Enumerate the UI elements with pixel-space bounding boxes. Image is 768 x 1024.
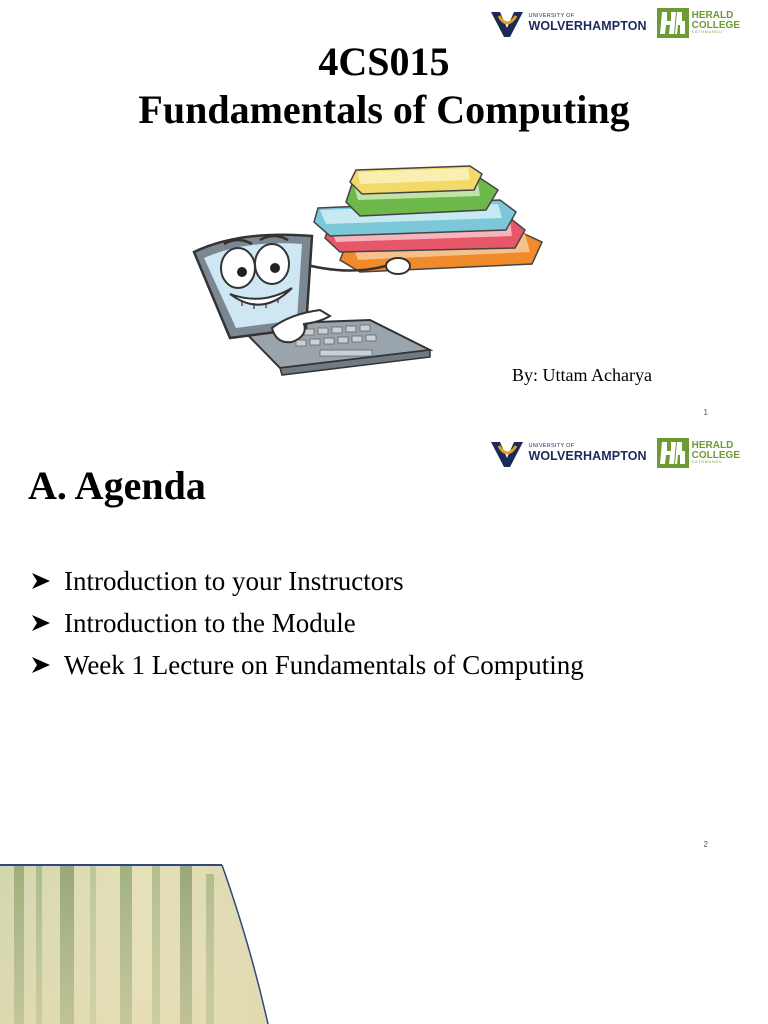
university-small-text: UNIVERSITY OF (528, 13, 575, 19)
wolverhampton-logo (490, 438, 646, 468)
herald-text: HERALD (691, 10, 734, 22)
wolverhampton-mark-icon (490, 438, 524, 468)
agenda-heading: A. Agenda (28, 463, 206, 508)
agenda-list (30, 560, 584, 686)
arrow-bullet-icon (30, 571, 52, 591)
agenda-item-text: Introduction to the Module (64, 608, 356, 638)
agenda-item-text: Introduction to your Instructors (64, 566, 404, 596)
herald-mark-icon (657, 8, 689, 38)
laptop-with-books-illustration (180, 160, 560, 390)
slide-1 (0, 0, 768, 430)
books-stack-icon (314, 166, 542, 272)
agenda-item (30, 644, 584, 686)
kathmandu-text: KATHMANDU (691, 30, 723, 35)
herald-mark-icon (657, 438, 689, 468)
blurred-photo-background (0, 864, 768, 1024)
herald-college-logo (657, 438, 740, 468)
herald-college-logo (657, 8, 740, 38)
university-name: WOLVERHAMPTON (528, 448, 647, 463)
agenda-item (30, 602, 584, 644)
agenda-item-text: Week 1 Lecture on Fundamentals of Computing (64, 650, 584, 680)
author-name: By: Uttam Acharya (512, 365, 652, 385)
slide-2 (0, 430, 768, 864)
college-text: COLLEGE (691, 20, 740, 32)
course-code: 4CS015 (318, 39, 450, 84)
college-text: COLLEGE (691, 450, 740, 462)
agenda-item (30, 560, 584, 602)
page-number: 2 (703, 840, 708, 849)
wolverhampton-mark-icon (490, 8, 524, 38)
slide-3 (0, 864, 768, 1024)
course-title: Fundamentals of Computing (138, 87, 630, 132)
logo-bar (490, 436, 740, 470)
page-number: 1 (703, 408, 708, 417)
university-small-text: UNIVERSITY OF (528, 443, 575, 449)
logo-bar (490, 6, 740, 40)
arrow-bullet-icon (30, 613, 52, 633)
arrow-bullet-icon (30, 655, 52, 675)
herald-text: HERALD (691, 440, 734, 452)
wolverhampton-logo (490, 8, 646, 38)
university-name: WOLVERHAMPTON (528, 18, 647, 33)
kathmandu-text: KATHMANDU (691, 460, 723, 465)
